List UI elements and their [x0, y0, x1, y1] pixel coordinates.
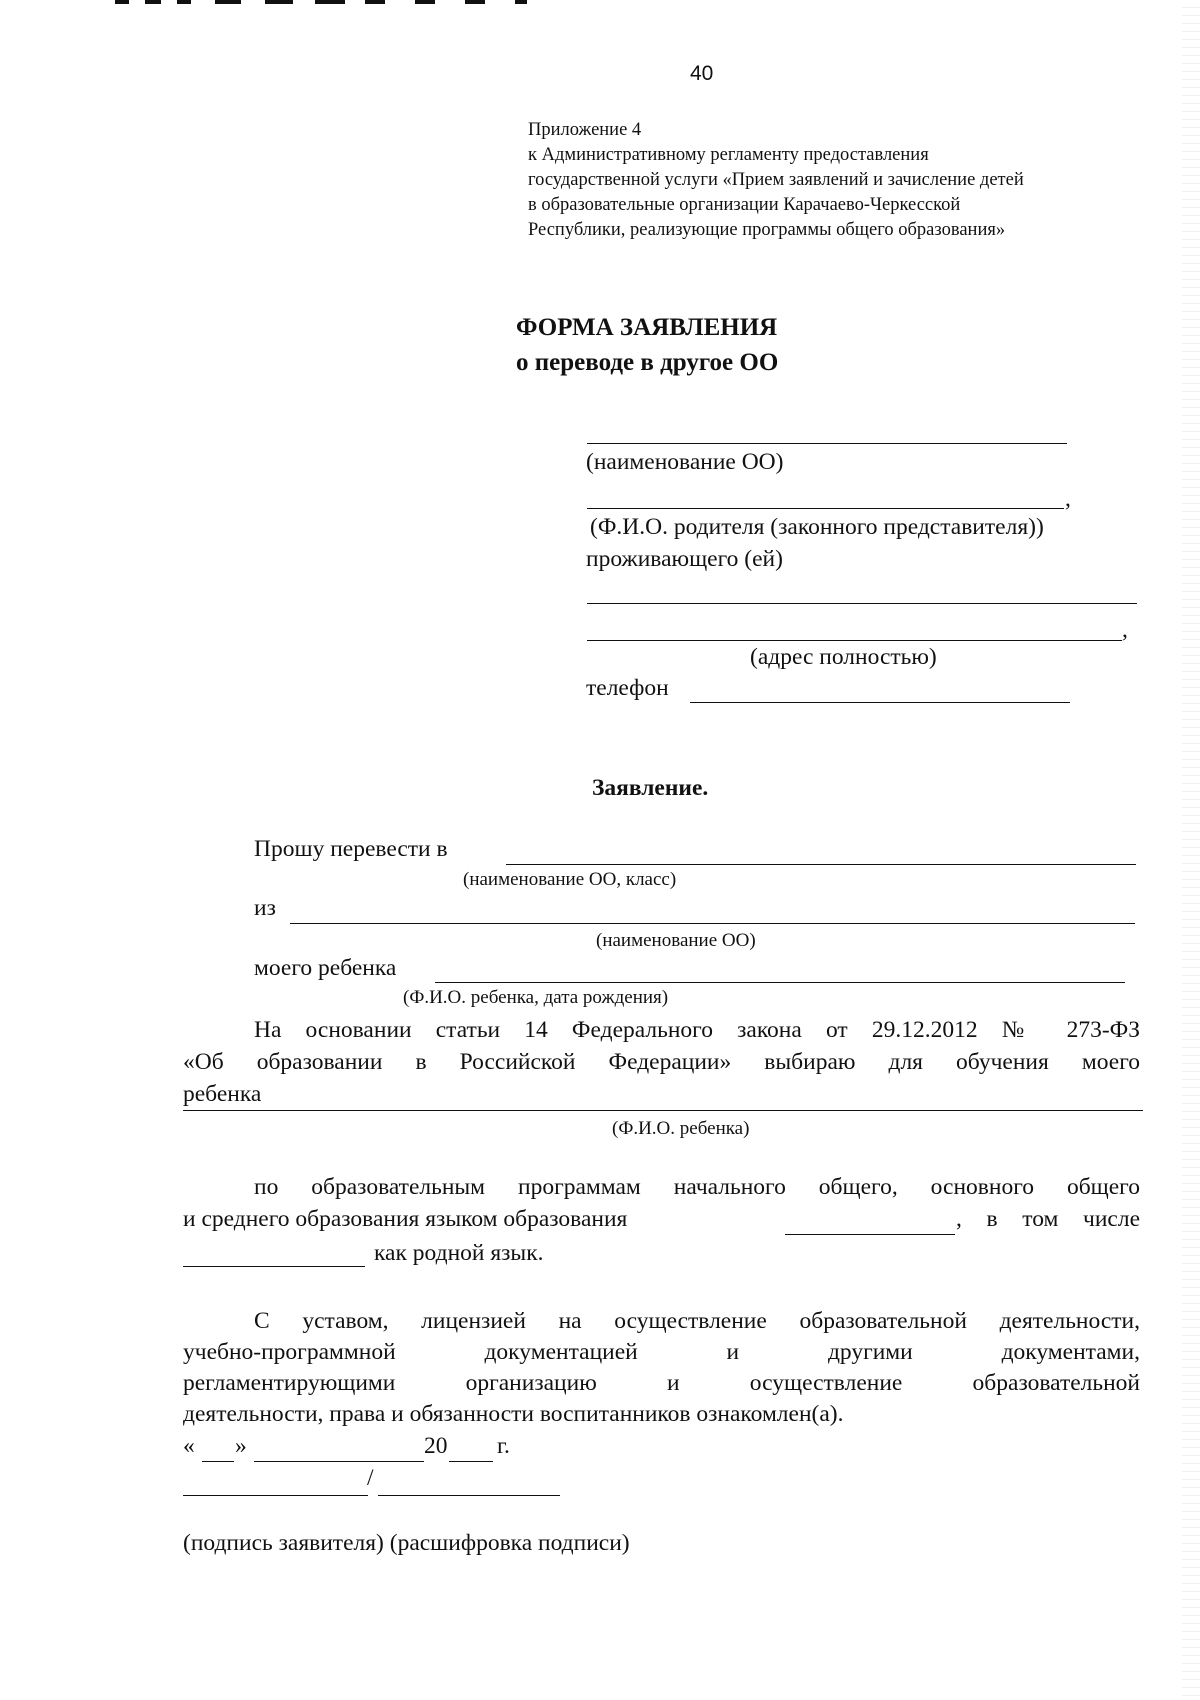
parent-comma: , — [1065, 486, 1071, 512]
from-line[interactable] — [290, 923, 1135, 924]
date-open-quote: « — [183, 1433, 195, 1459]
basis-caption: (Ф.И.О. ребенка) — [612, 1118, 750, 1139]
lang-line-1: по образовательным программам начального общего, основного общего — [254, 1174, 1140, 1200]
signature-decode-line[interactable] — [378, 1495, 560, 1496]
appendix-line: Республики, реализующие программы общего образования» — [528, 220, 1006, 240]
ack-line-1: С уставом, лицензией на осуществление образовательной деятельности, — [254, 1308, 1140, 1334]
child-label: моего ребенка — [254, 955, 397, 981]
lang-line-2a: и среднего образования языком образования — [183, 1206, 628, 1232]
lang-line-2b: , в том числе — [956, 1206, 1140, 1232]
address-comma: , — [1122, 617, 1128, 643]
appendix-block — [528, 118, 1024, 243]
address-line-1[interactable] — [587, 603, 1137, 604]
appendix-line: Приложение 4 — [528, 120, 642, 140]
statement-heading: Заявление. — [592, 775, 709, 801]
basis-line-1: На основании статьи 14 Федерального закона от 29.12.2012 № 273-ФЗ — [254, 1017, 1140, 1043]
native-language-line[interactable] — [183, 1266, 365, 1267]
signature-caption: (подпись заявителя) (расшифровка подписи) — [183, 1530, 630, 1556]
transfer-to-caption: (наименование ОО, класс) — [463, 869, 677, 890]
signature-slash: / — [367, 1465, 374, 1491]
parent-name-caption: (Ф.И.О. родителя (законного представителя)) — [590, 514, 1044, 540]
signature-line[interactable] — [183, 1495, 368, 1496]
ack-line-2: учебно-программной документацией и другими документами, — [183, 1339, 1140, 1365]
appendix-line: государственной услуги «Прием заявлений и зачисление детей — [528, 170, 1024, 190]
form-subtitle: о переводе в другое ОО — [516, 349, 779, 376]
lang-line-3: как родной язык. — [374, 1240, 544, 1266]
appendix-line: к Административному регламенту предоставления — [528, 145, 929, 165]
residing-label: проживающего (ей) — [586, 546, 783, 572]
parent-name-line[interactable] — [587, 508, 1064, 509]
org-name-caption: (наименование ОО) — [586, 449, 784, 475]
child-line[interactable] — [435, 982, 1125, 983]
basis-line-3: ребенка — [183, 1081, 262, 1107]
ack-line-4: деятельности, права и обязанности воспитанников ознакомлен(а). — [183, 1401, 844, 1427]
from-label: из — [254, 895, 276, 921]
date-year-prefix: 20 — [424, 1433, 448, 1459]
address-caption: (адрес полностью) — [750, 644, 937, 670]
date-close-quote: » — [235, 1433, 247, 1459]
scan-top-marks — [115, 0, 565, 4]
transfer-to-label: Прошу перевести в — [254, 836, 448, 862]
date-day-line[interactable] — [202, 1461, 234, 1462]
transfer-to-line[interactable] — [506, 864, 1136, 865]
child-caption: (Ф.И.О. ребенка, дата рождения) — [403, 987, 669, 1008]
address-line-2[interactable] — [587, 640, 1122, 641]
date-month-line[interactable] — [254, 1461, 424, 1462]
basis-line-2: «Об образовании в Российской Федерации» выбираю для обучения моего — [183, 1049, 1140, 1075]
phone-line[interactable] — [690, 702, 1070, 703]
phone-label: телефон — [586, 675, 669, 701]
date-year-line[interactable] — [449, 1461, 493, 1462]
language-line[interactable] — [785, 1234, 955, 1235]
appendix-line: в образовательные организации Карачаево-Черкесской — [528, 195, 961, 215]
ack-line-3: регламентирующими организацию и осуществление образовательной — [183, 1370, 1140, 1396]
form-title: ФОРМА ЗАЯВЛЕНИЯ — [516, 314, 778, 341]
basis-child-line[interactable] — [183, 1110, 1143, 1111]
scan-right-edge — [1182, 0, 1200, 1700]
date-suffix: г. — [497, 1433, 510, 1459]
org-name-line[interactable] — [587, 443, 1067, 444]
from-caption: (наименование ОО) — [596, 930, 756, 951]
page-number: 40 — [690, 62, 714, 85]
